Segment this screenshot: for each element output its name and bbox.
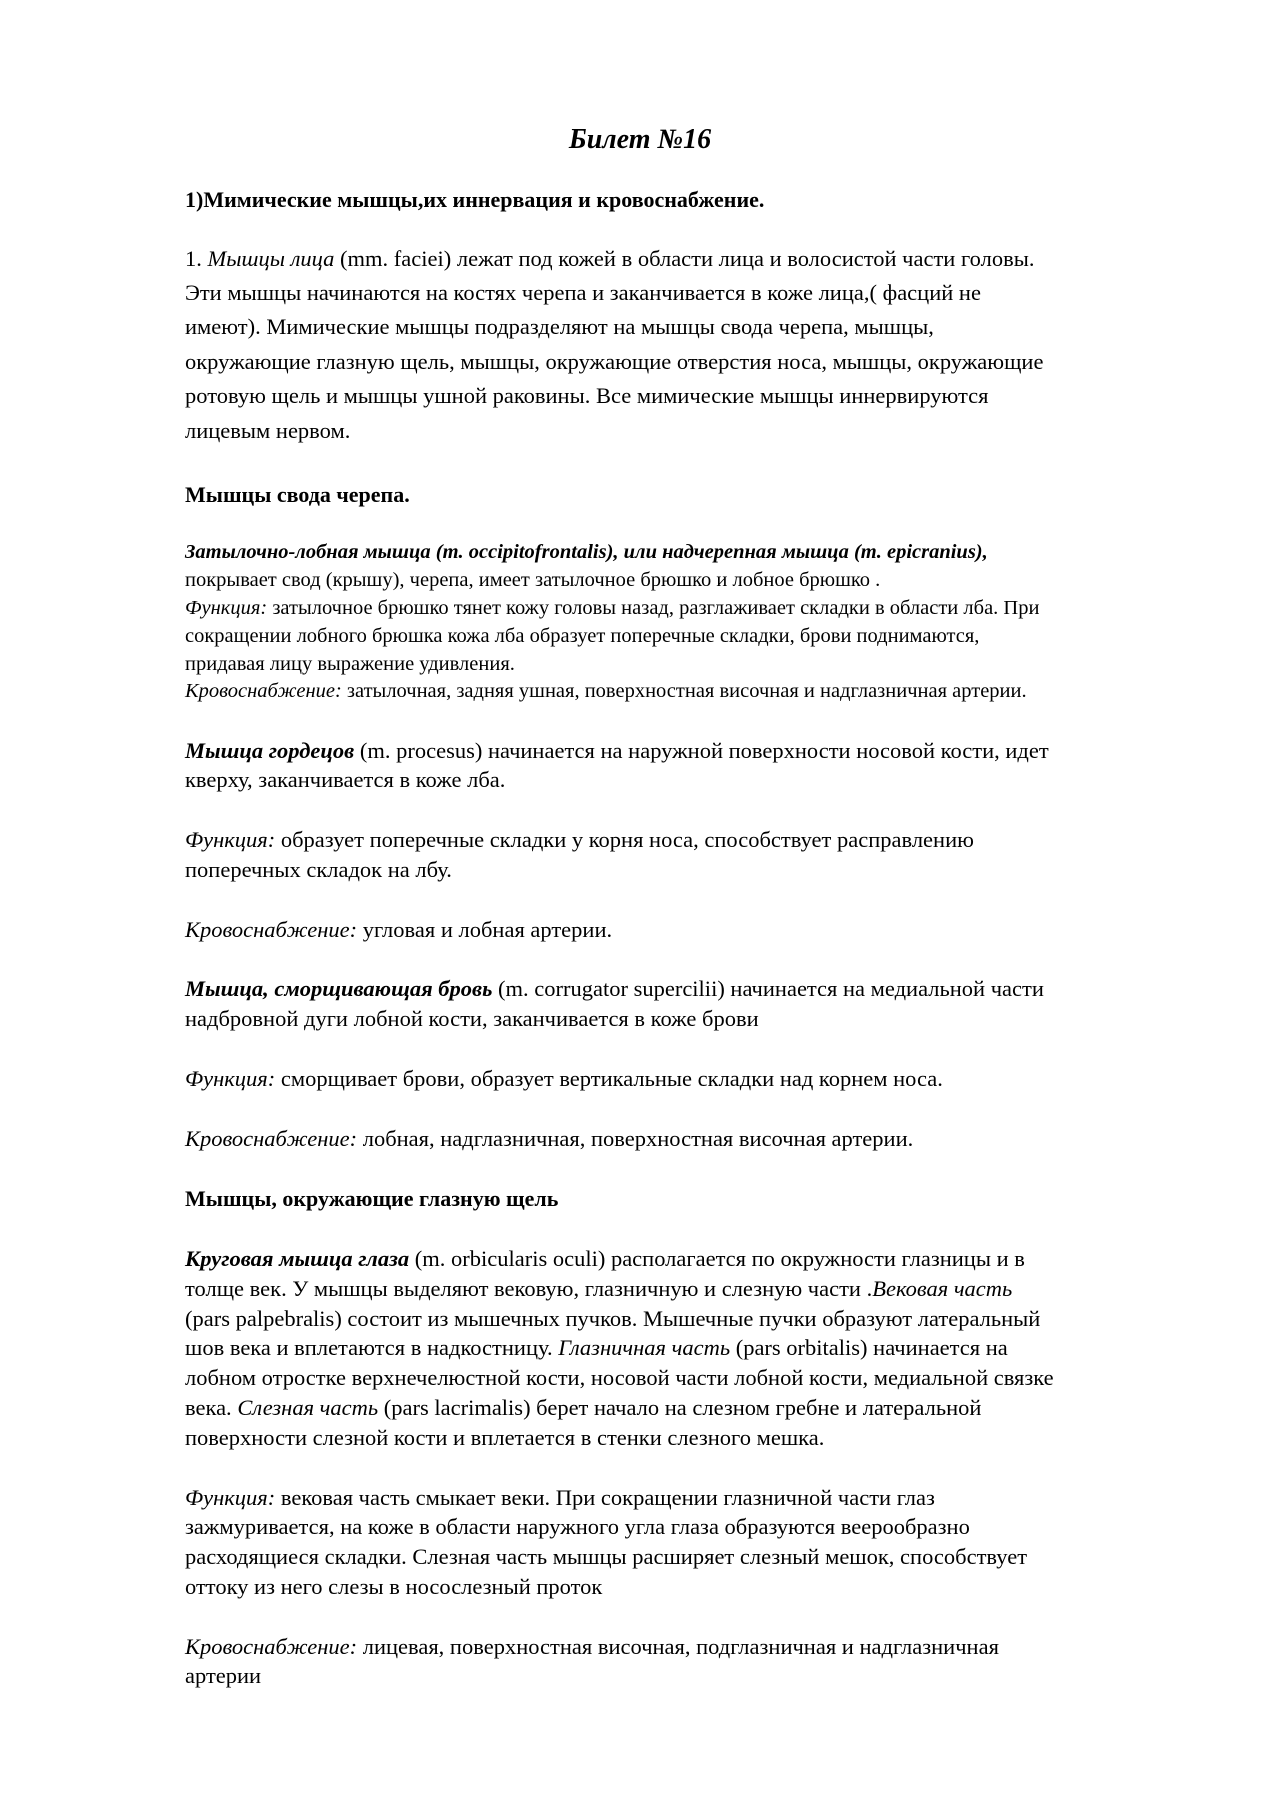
intro-line-1: 1. Мышцы лица (mm. faciei) лежат под кожей в области лица и волосистой части головы. bbox=[185, 246, 1035, 271]
orbicularis-line-6: века. Слезная часть (pars lacrimalis) берет начало на слезном гребне и латеральной bbox=[185, 1395, 982, 1420]
section-skull-heading: Мышцы свода черепа. bbox=[185, 482, 410, 507]
procerus-function-2: поперечных складок на лбу. bbox=[185, 857, 452, 882]
orbicularis-line-1: Круговая мышца глаза (m. orbicularis oculi) располагается по окружности глазницы и в bbox=[185, 1246, 1025, 1271]
occipito-function-1: Функция: затылочное брюшко тянет кожу головы назад, разглаживает складки в области лба. При bbox=[185, 597, 1040, 619]
section-eye-heading: Мышцы, окружающие глазную щель bbox=[185, 1186, 559, 1211]
term-face-muscles: Мышцы лица bbox=[207, 246, 335, 271]
orbicularis-function-4: оттоку из него слезы в носослезный проток bbox=[185, 1574, 603, 1599]
orbicularis-line-2: толще век. У мышцы выделяют вековую, глазничную и слезную части .Вековая часть bbox=[185, 1276, 1013, 1301]
procerus-line-1: Мышца гордецов (m. procesus) начинается на наружной поверхности носовой кости, идет bbox=[185, 738, 1049, 763]
orbicularis-line-5: лобном отростке верхнечелюстной кости, носовой части лобной кости, медиальной связке bbox=[185, 1365, 1054, 1390]
orbicularis-function-2: зажмуривается, на коже в области наружного угла глаза образуются веерообразно bbox=[185, 1514, 970, 1539]
orbicularis-line-4: шов века и вплетаются в надкостницу. Глазничная часть (pars orbitalis) начинается на bbox=[185, 1335, 1008, 1360]
occipito-line-2: покрывает свод (крышу), черепа, имеет затылочное брюшко и лобное брюшко . bbox=[185, 569, 881, 591]
corrugator-line-1: Мышца, сморщивающая бровь (m. corrugator supercilii) начинается на медиальной части bbox=[185, 976, 1044, 1001]
corrugator-line-2: надбровной дуги лобной кости, заканчивается в коже брови bbox=[185, 1006, 759, 1031]
intro-line-6: лицевым нервом. bbox=[185, 418, 351, 443]
intro-line-3: имеют). Мимические мышцы подразделяют на мышцы свода черепа, мышцы, bbox=[185, 314, 934, 339]
occipito-term: Затылочно-лобная мышца (m. occipitofrontalis), или надчерепная мышца (m. epicranius), bbox=[185, 541, 988, 563]
intro-line-4: окружающие глазную щель, мышцы, окружающие отверстия носа, мышцы, окружающие bbox=[185, 349, 1044, 374]
orbicularis-blood-1: Кровоснабжение: лицевая, поверхностная височная, подглазничная и надглазничная bbox=[185, 1634, 999, 1659]
occipito-blood: Кровоснабжение: затылочная, задняя ушная, поверхностная височная и надглазничная артерии. bbox=[185, 680, 1027, 702]
orbicularis-line-3: (pars palpebralis) состоит из мышечных пучков. Мышечные пучки образуют латеральный bbox=[185, 1306, 1041, 1331]
intro-line-5: ротовую щель и мышцы ушной раковины. Все мимические мышцы иннервируются bbox=[185, 383, 989, 408]
occipito-function-3: придавая лицу выражение удивления. bbox=[185, 653, 515, 675]
occipito-function-2: сокращении лобного брюшка кожа лба образует поперечные складки, брови поднимаются, bbox=[185, 625, 980, 647]
procerus-blood: Кровоснабжение: угловая и лобная артерии. bbox=[185, 917, 613, 942]
intro-line-2: Эти мышцы начинаются на костях черепа и заканчивается в коже лица,( фасций не bbox=[185, 280, 981, 305]
orbicularis-line-7: поверхности слезной кости и вплетается в стенки слезного мешка. bbox=[185, 1425, 825, 1450]
procerus-line-2: кверху, заканчивается в коже лба. bbox=[185, 767, 506, 792]
ticket-title: Билет №16 bbox=[568, 124, 712, 155]
question-heading: 1)Мимические мышцы,их иннервация и кровоснабжение. bbox=[185, 187, 765, 212]
procerus-function-1: Функция: образует поперечные складки у корня носа, способствует расправлению bbox=[185, 827, 974, 852]
orbicularis-function-3: расходящиеся складки. Слезная часть мышцы расширяет слезный мешок, способствует bbox=[185, 1544, 1028, 1569]
orbicularis-function-1: Функция: вековая часть смыкает веки. При сокращении глазничной части глаз bbox=[185, 1485, 935, 1510]
corrugator-blood: Кровоснабжение: лобная, надглазничная, поверхностная височная артерии. bbox=[185, 1126, 914, 1151]
corrugator-function: Функция: сморщивает брови, образует вертикальные складки над корнем носа. bbox=[185, 1066, 943, 1091]
orbicularis-blood-2: артерии bbox=[185, 1663, 262, 1688]
